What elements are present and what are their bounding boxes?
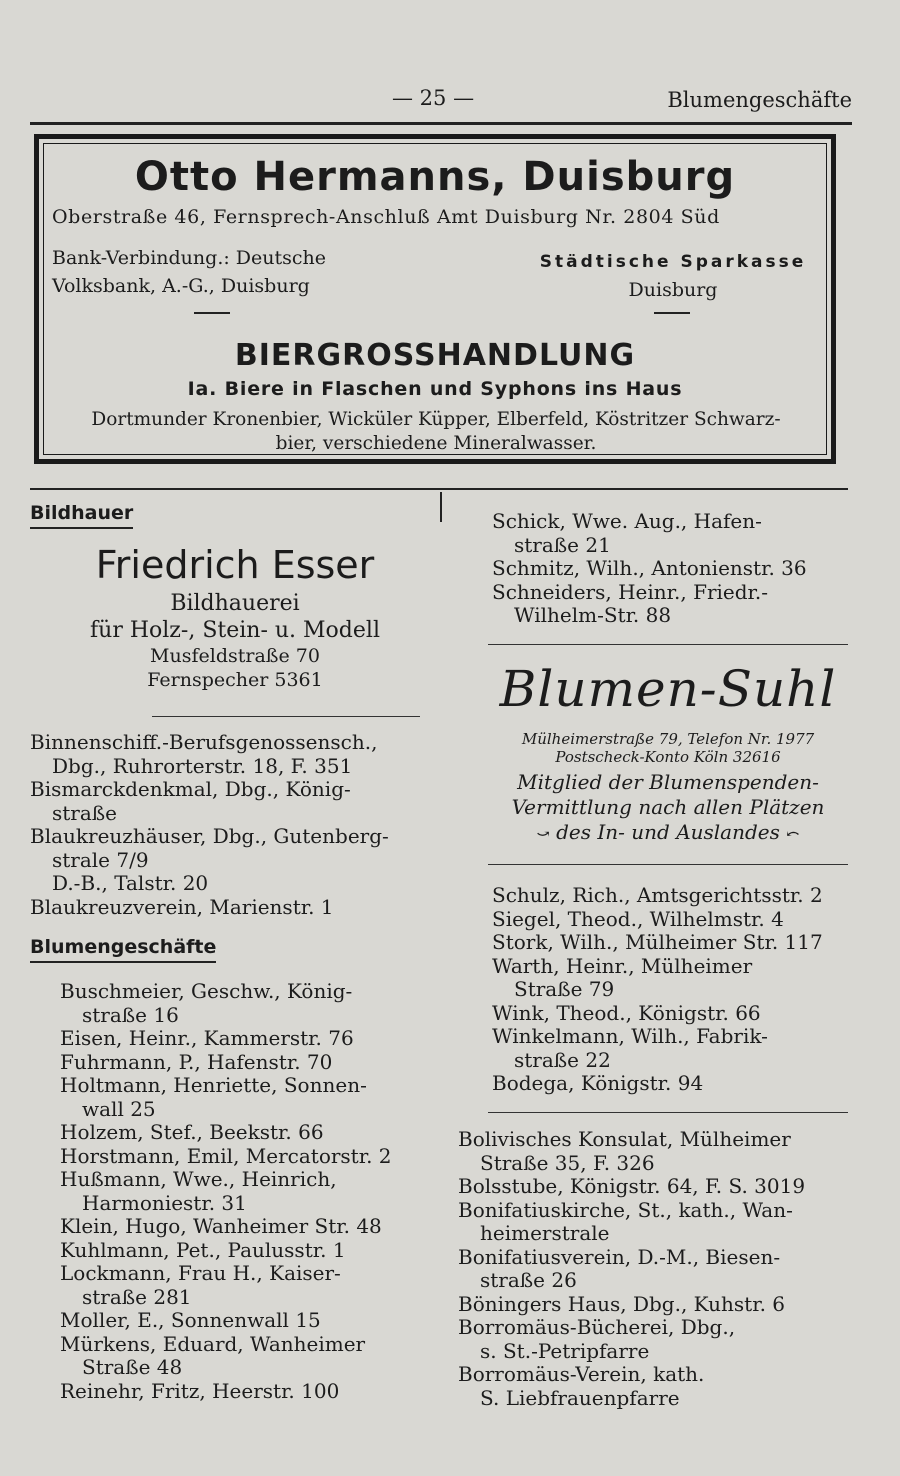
entry: Lockmann, Frau H., Kaiser- straße 281: [60, 1261, 341, 1309]
entry: Reinehr, Fritz, Heerstr. 100: [60, 1378, 340, 1403]
entry: Eisen, Heinr., Kammerstr. 76: [60, 1026, 354, 1050]
entry: Winkelmann, Wilh., Fabrik- straße 22: [492, 1024, 768, 1072]
column-divider: [440, 492, 442, 522]
entry: Moller, E., Sonnenwall 15: [60, 1308, 321, 1332]
right-entries-schick: [492, 510, 862, 628]
entry: Bonifatiusverein, D.-M., Biesen- straße 26: [458, 1244, 781, 1292]
right-rule-mid: [488, 1112, 848, 1113]
entry: Wink, Theod., Königstr. 66: [492, 1000, 761, 1025]
entry: Blaukreuzhäuser, Dbg., Gutenberg- strale 7/9: [30, 824, 389, 872]
entry: Bodega, Königstr. 94: [492, 1071, 704, 1095]
advert-title: Otto Hermanns, Duisburg: [134, 154, 736, 200]
entry: Holzem, Stef., Beekstr. 66: [60, 1120, 324, 1144]
esser-line1: Bildhauerei: [170, 591, 300, 616]
suhl-member-line3-wrap: [488, 820, 848, 844]
entry: Horstmann, Emil, Mercatorstr. 2: [60, 1143, 392, 1168]
advert-address: Oberstraße 46, Fernsprech-Anschluß Amt Duisburg Nr. 2804 Süd: [52, 206, 720, 228]
esser-rule: [152, 716, 420, 717]
entry: Bolivisches Konsulat, Mülheimer Straße 35, F. 326: [458, 1127, 791, 1175]
esser-line2: für Holz-, Stein- u. Modell: [90, 618, 380, 643]
entry: Schmitz, Wilh., Antonienstr. 36: [492, 556, 807, 580]
suhl-address: Mülheimerstraße 79, Telefon Nr. 1977: [521, 730, 815, 748]
running-head: Blumengeschäfte: [667, 88, 852, 112]
left-flourish-icon: ⤻: [536, 824, 550, 843]
advert-description-line2: bier, verschiedene Mineralwasser.: [275, 433, 597, 454]
right-entries-b: [458, 1128, 858, 1410]
entry: Bismarckdenkmal, Dbg., König- straße: [30, 777, 351, 825]
advert-bank-right-line1: Städtische Sparkasse: [539, 252, 807, 272]
entry: Binnenschiff.-Berufsgenossensch., Dbg., Ruhrorterstr. 18, F. 351: [30, 730, 378, 778]
suhl-rule-top: [488, 644, 848, 645]
right-flourish-icon: ⤺: [786, 824, 800, 843]
entry: Borromäus-Verein, kath. S. Liebfrauenpfarre: [458, 1362, 705, 1410]
column-top-rule: [30, 488, 848, 490]
esser-line3: Musfeldstraße 70: [150, 645, 320, 667]
entry: Schulz, Rich., Amtsgerichtsstr. 2: [492, 883, 823, 907]
advert-description-line1: Dortmunder Kronenbier, Wicküler Küpper, Elberfeld, Köstritzer Schwarz-: [91, 409, 781, 430]
entry: Blaukreuzverein, Marienstr. 1: [30, 894, 334, 919]
esser-line4: Fernspecher 5361: [147, 669, 323, 691]
entry: Warth, Heinr., Mülheimer Straße 79: [492, 953, 753, 1001]
advert-bank-right: [514, 248, 832, 304]
entry: Klein, Hugo, Wanheimer Str. 48: [60, 1214, 382, 1238]
entry: D.-B., Talstr. 20: [52, 871, 209, 895]
entry: Hußmann, Wwe., Heinrich, Harmoniestr. 31: [60, 1167, 337, 1215]
page-number: — 25 —: [392, 86, 475, 110]
section-heading-bildhauer: Bildhauer: [30, 502, 133, 529]
entry: Kuhlmann, Pet., Paulusstr. 1: [60, 1237, 346, 1262]
entry: Böningers Haus, Dbg., Kuhstr. 6: [458, 1291, 786, 1316]
header-rule: [30, 122, 852, 125]
suhl-member-line2: Vermittlung nach allen Plätzen: [511, 795, 825, 819]
left-entries-b: [30, 731, 440, 919]
right-entries-schulz: [492, 884, 862, 1096]
advert-dash-right: [654, 312, 690, 314]
section-heading-blumengeschaefte: Blumengeschäfte: [30, 936, 216, 963]
suhl-rule-bottom: [488, 864, 848, 865]
advert-bank-left: [52, 244, 326, 300]
entry: Buschmeier, Geschw., König- straße 16: [60, 979, 353, 1027]
entry: Bonifatiuskirche, St., kath., Wan- heimerstrale: [458, 1197, 793, 1245]
entry: Fuhrmann, P., Hafenstr. 70: [60, 1049, 333, 1074]
entry: Mürkens, Eduard, Wanheimer Straße 48: [60, 1331, 366, 1379]
advert-tagline: Ia. Biere in Flaschen und Syphons ins Haus: [187, 378, 683, 400]
entry: Siegel, Theod., Wilhelmstr. 4: [492, 906, 784, 931]
suhl-member-line3: des In- und Auslandes: [556, 820, 780, 844]
hermanns-advert: [34, 134, 836, 464]
advert-description: [52, 408, 820, 456]
entry: Schick, Wwe. Aug., Hafen- straße 21: [492, 509, 762, 557]
blumen-entries-left: [60, 980, 440, 1403]
suhl-postscheck: Postscheck-Konto Köln 32616: [555, 748, 781, 766]
entry: Holtmann, Henriette, Sonnen- wall 25: [60, 1073, 367, 1121]
advert-inner-frame: [43, 143, 827, 455]
advert-bank-left-line1: Bank-Verbindung.: Deutsche: [52, 247, 327, 269]
esser-name: Friedrich Esser: [95, 543, 375, 587]
entry: Schneiders, Heinr., Friedr.- Wilhelm-Str. 88: [492, 579, 769, 627]
advert-dash-left: [194, 312, 230, 314]
blumen-suhl-logo: Blumen-Suhl: [499, 660, 837, 718]
advert-business-type: BIERGROSSHANDLUNG: [234, 338, 636, 373]
advert-bank-left-line2: Volksbank, A.-G., Duisburg: [52, 275, 310, 297]
entry: Borromäus-Bücherei, Dbg., s. St.-Petripfarre: [458, 1315, 736, 1363]
entry: Stork, Wilh., Mülheimer Str. 117: [492, 930, 823, 954]
esser-advert: [30, 540, 440, 692]
suhl-member-line1: Mitglied der Blumenspenden-: [517, 770, 819, 794]
advert-bank-right-line2: Duisburg: [628, 279, 718, 301]
entry: Bolsstube, Königstr. 64, F. S. 3019: [458, 1174, 806, 1198]
